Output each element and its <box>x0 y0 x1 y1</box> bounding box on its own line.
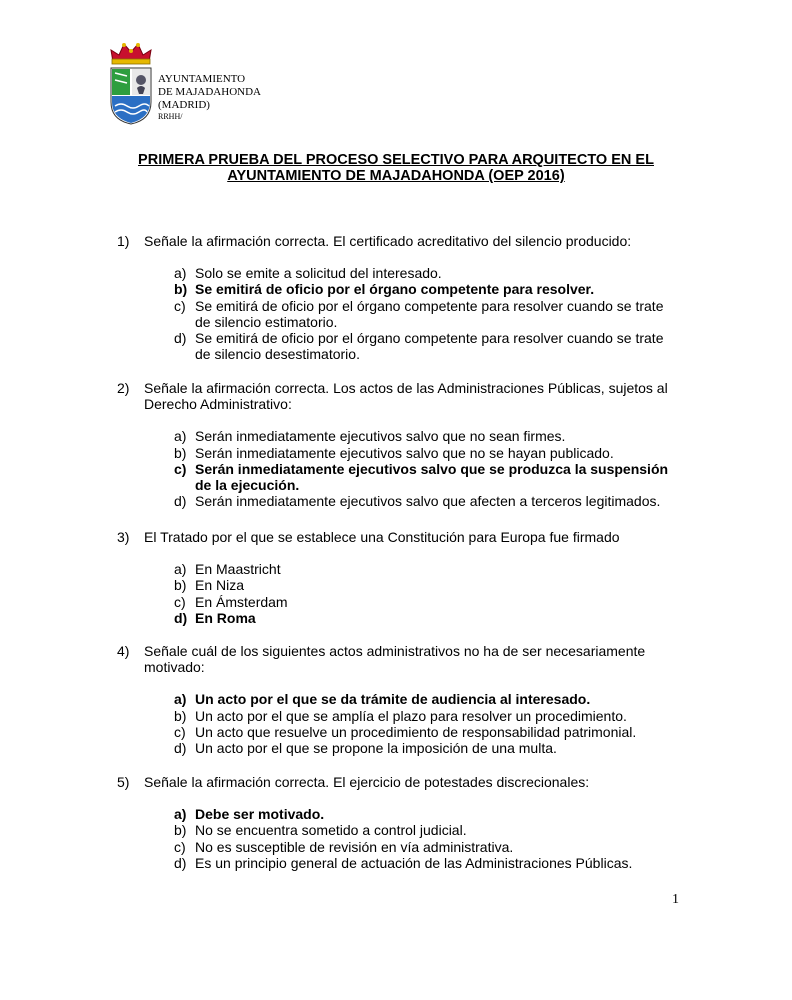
title-line-2: AYUNTAMIENTO DE MAJADAHONDA (OEP 2016) <box>227 168 565 184</box>
department-code: RRHH/ <box>158 112 183 121</box>
question-number: 5) <box>117 774 130 790</box>
question-number: 1) <box>117 233 130 249</box>
option-b: b) Un acto por el que se amplía el plazo para resolver un procedimiento. <box>174 707 627 724</box>
options-list <box>174 561 677 626</box>
org-line-1: AYUNTAMIENTO <box>158 73 246 85</box>
question-2 <box>117 380 677 509</box>
org-line-3: (MADRID) <box>158 99 210 111</box>
title-line-1: PRIMERA PRUEBA DEL PROCESO SELECTIVO PARA ARQUITECTO EN EL <box>138 152 654 168</box>
options-list <box>174 806 677 871</box>
option-b: b) En Niza <box>174 577 245 594</box>
option-a-correct: a) Un acto por el que se da trámite de audiencia al interesado. <box>174 691 591 708</box>
option-b: b) No se encuentra sometido a control judicial. <box>174 822 467 839</box>
option-d: d) Se emitirá de oficio por el órgano competente para resolver cuando se trate de silencio desestimatorio. <box>174 330 664 363</box>
option-c: c) No es susceptible de revisión en vía administrativa. <box>174 838 514 855</box>
question-stem: Señale cuál de los siguientes actos administrativos no ha de ser necesariamente motivado: <box>144 643 646 676</box>
question-stem: Señale la afirmación correcta. El certificado acreditativo del silencio producido: <box>144 233 632 249</box>
option-c: c) Se emitirá de oficio por el órgano competente para resolver cuando se trate de silencio estimatorio. <box>174 297 664 330</box>
option-b: b) Serán inmediatamente ejecutivos salvo que no se hayan publicado. <box>174 444 614 461</box>
option-d: d) Es un principio general de actuación de las Administraciones Públicas. <box>174 854 633 871</box>
question-stem: El Tratado por el que se establece una Constitución para Europa fue firmado <box>144 529 620 545</box>
question-number: 4) <box>117 643 130 659</box>
question-number: 2) <box>117 380 130 396</box>
question-number: 3) <box>117 529 130 545</box>
option-d-correct: d) En Roma <box>174 609 256 626</box>
options-list <box>174 691 677 756</box>
option-a: a) En Maastricht <box>174 561 281 578</box>
option-a-correct: a) Debe ser motivado. <box>174 806 325 823</box>
question-stem: Señale la afirmación correcta. Los actos de las Administraciones Públicas, sujetos al Derecho Administrativo: <box>144 380 668 413</box>
option-c: c) Un acto que resuelve un procedimiento de responsabilidad patrimonial. <box>174 723 637 740</box>
option-a: a) Serán inmediatamente ejecutivos salvo que no sean firmes. <box>174 428 566 445</box>
option-d: d) Serán inmediatamente ejecutivos salvo que afecten a terceros legitimados. <box>174 493 661 510</box>
question-4 <box>117 643 677 756</box>
page-number: 1 <box>672 892 679 907</box>
document-title <box>100 152 692 184</box>
options-list <box>174 265 677 362</box>
option-d: d) Un acto por el que se propone la imposición de una multa. <box>174 740 557 757</box>
question-3 <box>117 529 677 626</box>
question-1 <box>117 233 677 362</box>
option-a: a) Solo se emite a solicitud del interesado. <box>174 265 442 282</box>
organization-name <box>158 73 261 122</box>
option-b-correct: b) Se emitirá de oficio por el órgano competente para resolver. <box>174 281 595 298</box>
option-c-correct: c) Serán inmediatamente ejecutivos salvo que se produzca la suspensión de la ejecución. <box>174 460 669 494</box>
question-5 <box>117 774 677 871</box>
question-stem: Señale la afirmación correcta. El ejercicio de potestades discrecionales: <box>144 774 590 790</box>
municipal-crest-icon <box>107 40 155 126</box>
options-list <box>174 428 677 509</box>
org-line-2: DE MAJADAHONDA <box>158 86 261 98</box>
option-c: c) En Ámsterdam <box>174 593 288 610</box>
